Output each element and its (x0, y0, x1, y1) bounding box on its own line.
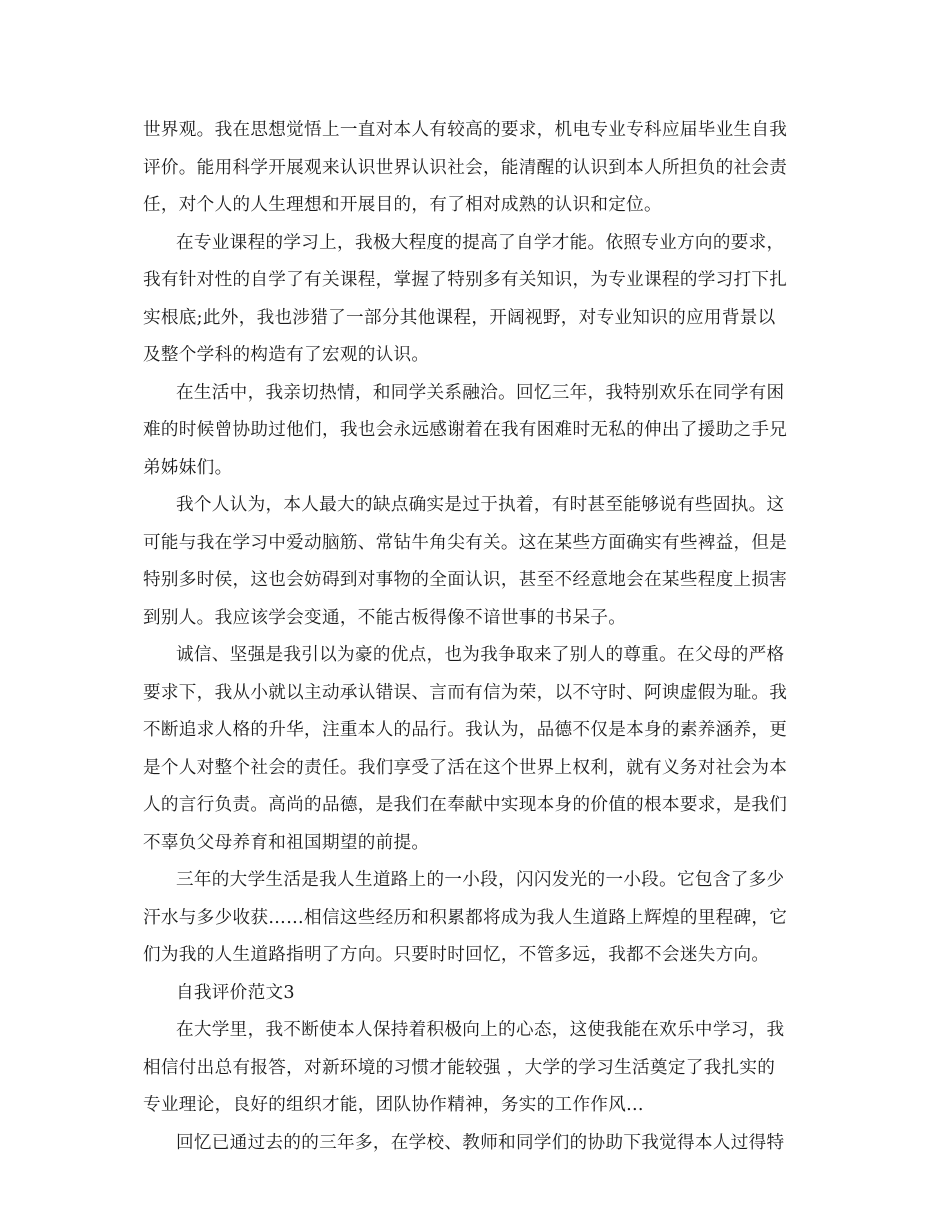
text-line: 三年的大学生活是我人生道路上的一小段，闪闪发光的一小段。它包含了多少 (176, 870, 785, 890)
text-line: 自我评价范文3 (176, 982, 295, 1003)
text-line: 相信付出总有报答，对新环境的习惯才能较强 ，大学的学习生活奠定了我扎实的 (143, 1057, 776, 1078)
text-line: 到别人。我应该学会变通，不能古板得像不谙世事的书呆子。 (143, 607, 627, 628)
document-body (143, 112, 815, 1162)
text-line: 实根底;此外，我也涉猎了一部分其他课程，开阔视野，对专业知识的应用背景以 (143, 307, 776, 328)
text-line: 人的言行负责。高尚的品德，是我们在奉献中实现本身的价值的根本要求，是我们 (143, 795, 788, 815)
text-line: 是个人对整个社会的责任。我们享受了活在这个世界上权利，就有义务对社会为本 (143, 757, 788, 778)
text-line: 我有针对性的自学了有关课程，掌握了特别多有关知识，为专业课程的学习打下扎 (143, 270, 788, 290)
text-line: 及整个学科的构造有了宏观的认识。 (143, 345, 430, 365)
text-line: 特别多时侯，这也会妨碍到对事物的全面认识，甚至不经意地会在某些程度上损害 (143, 570, 788, 590)
text-line: 要求下，我从小就以主动承认错误、言而有信为荣，以不守时、阿谀虚假为耻。我 (143, 682, 788, 703)
text-line: 不辜负父母养育和祖国期望的前提。 (143, 832, 430, 853)
text-line: 汗水与多少收获……相信这些经历和积累都将成为我人生道路上辉煌的里程碑，它 (143, 907, 788, 928)
text-line: 在大学里，我不断使本人保持着积极向上的心态，这使我能在欢乐中学习，我 (176, 1020, 785, 1040)
text-line: 在专业课程的学习上，我极大程度的提高了自学才能。依照专业方向的要求， (176, 232, 785, 253)
text-line: 在生活中，我亲切热情，和同学关系融洽。回忆三年，我特别欢乐在同学有困 (176, 382, 785, 403)
text-line: 诚信、坚强是我引以为豪的优点，也为我争取来了别人的尊重。在父母的严格 (176, 645, 785, 665)
text-line: 们为我的人生道路指明了方向。只要时时回忆，不管多远，我都不会迷失方向。 (143, 945, 770, 965)
text-line: 我个人认为，本人最大的缺点确实是过于执着，有时甚至能够说有些固执。这 (176, 495, 785, 515)
text-line: 弟姊妹们。 (143, 457, 233, 478)
text-line: 可能与我在学习中爱动脑筋、常钻牛角尖有关。这在某些方面确实有些裨益，但是 (143, 532, 788, 553)
text-line: 难的时候曾协助过他们，我也会永远感谢着在我有困难时无私的伸出了援助之手兄 (143, 420, 788, 440)
text-line: 不断追求人格的升华，注重本人的品行。我认为，品德不仅是本身的素养涵养，更 (143, 720, 788, 740)
text-line: 回忆已通过去的的三年多，在学校、教师和同学们的协助下我觉得本人过得特 (176, 1132, 785, 1153)
text-line: 评价。能用科学开展观来认识世界认识社会，能清醒的认识到本人所担负的社会责 (143, 157, 788, 178)
text-line: 专业理论，良好的组织才能，团队协作精神，务实的工作作风... (143, 1095, 644, 1115)
text-line: 世界观。我在思想觉悟上一直对本人有较高的要求，机电专业专科应届毕业生自我 (143, 120, 788, 140)
text-line: 任，对个人的人生理想和开展目的，有了相对成熟的认识和定位。 (143, 195, 662, 215)
